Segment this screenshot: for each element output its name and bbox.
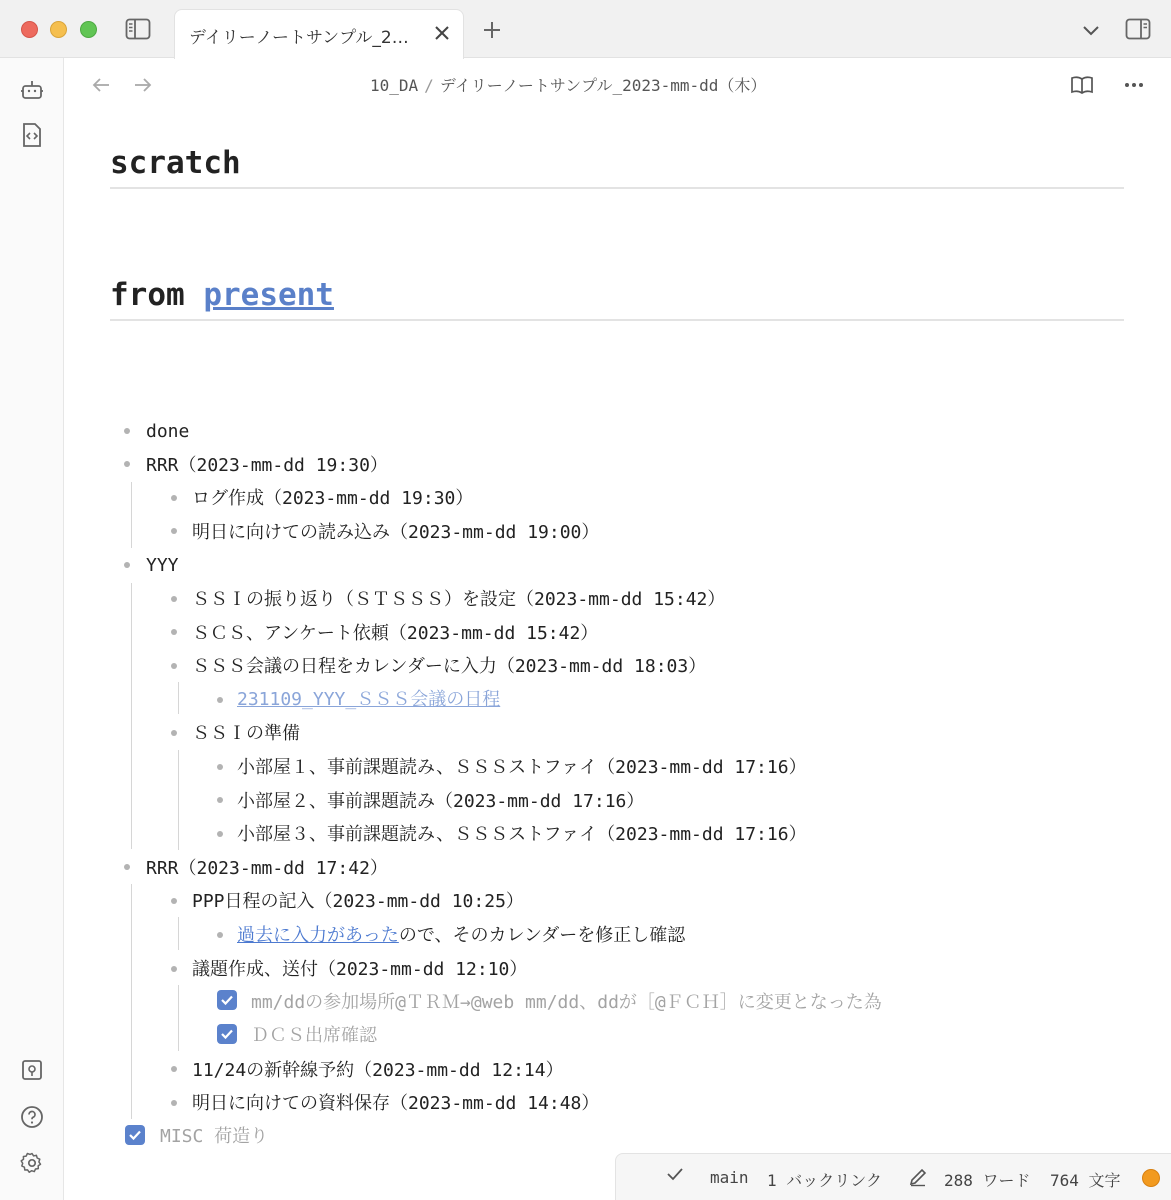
list-bullet <box>217 697 223 703</box>
list-item[interactable]: RRR（2023-mm-dd 17:42） <box>146 858 388 879</box>
zoom-window-button[interactable] <box>80 21 97 38</box>
indent-guide <box>131 482 132 548</box>
breadcrumb-folder[interactable]: 10_DA <box>370 76 419 95</box>
tab-daily-note[interactable] <box>174 9 464 59</box>
status-indicator-dot[interactable] <box>1142 1169 1160 1187</box>
list-bullet <box>124 864 130 870</box>
list-item[interactable]: done <box>146 420 190 442</box>
file-code-icon[interactable] <box>18 121 46 149</box>
list-bullet <box>217 764 223 770</box>
reading-view-book-icon[interactable] <box>1068 72 1096 98</box>
close-tab-icon[interactable] <box>431 22 453 44</box>
close-window-button[interactable] <box>21 21 38 38</box>
chevron-down-icon[interactable] <box>1080 20 1102 40</box>
list-item[interactable]: 小部屋１、事前課題読み、ＳＳＳストファイ（2023-mm-dd 17:16） <box>237 757 807 778</box>
list-bullet <box>217 932 223 938</box>
list-item[interactable]: 小部屋２、事前課題読み（2023-mm-dd 17:16） <box>237 791 645 812</box>
list-bullet <box>171 629 177 635</box>
heading-divider <box>110 319 1124 321</box>
list-item[interactable]: ログ作成（2023-mm-dd 19:30） <box>192 488 474 509</box>
breadcrumb-separator: / <box>424 76 434 95</box>
list-item[interactable]: 過去に入力があった ので、そのカレンダーを修正し確認 <box>237 919 685 949</box>
indent-guide <box>131 583 132 849</box>
forward-arrow-icon[interactable] <box>130 72 156 98</box>
vault-switcher-icon[interactable] <box>18 1056 46 1084</box>
breadcrumb-file[interactable]: デイリーノートサンプル_2023-mm-dd（木） <box>439 76 767 95</box>
list-bullet <box>171 495 177 501</box>
indent-guide <box>178 682 179 714</box>
task-checkbox[interactable] <box>125 1125 145 1145</box>
list-item[interactable]: 小部屋３、事前課題読み、ＳＳＳストファイ（2023-mm-dd 17:16） <box>237 824 807 845</box>
indent-guide <box>131 884 132 1119</box>
task-item[interactable]: mm/ddの参加場所@ＴＲＭ→@web mm/dd、ddが［@ＦＣＨ］に変更となった為 <box>251 992 882 1013</box>
heading-from-present <box>110 277 334 313</box>
list-item[interactable]: ＳＳＳ会議の日程をカレンダーに入力（2023-mm-dd 18:03） <box>192 656 707 677</box>
task-checkbox[interactable] <box>217 1024 237 1044</box>
list-bullet <box>124 428 130 434</box>
list-bullet <box>217 797 223 803</box>
indent-guide <box>178 985 179 1051</box>
help-icon[interactable] <box>18 1103 46 1131</box>
list-bullet <box>171 1066 177 1072</box>
list-item[interactable]: 明日に向けての資料保存（2023-mm-dd 14:48） <box>192 1093 600 1114</box>
list-item[interactable]: 議題作成、送付（2023-mm-dd 12:10） <box>192 959 528 980</box>
char-count: 764 文字 <box>1050 1171 1121 1190</box>
pencil-icon[interactable] <box>908 1167 928 1191</box>
internal-link[interactable]: 過去に入力があった <box>237 925 399 946</box>
bot-icon[interactable] <box>18 76 46 104</box>
toggle-left-sidebar-icon[interactable] <box>124 17 152 41</box>
backlink-count[interactable]: 1 バックリンク <box>767 1171 882 1190</box>
list-item[interactable]: 明日に向けての読み込み（2023-mm-dd 19:00） <box>192 522 600 543</box>
status-bar <box>615 1153 1171 1200</box>
tab-title: デイリーノートサンプル_2… <box>189 28 409 48</box>
indent-guide <box>178 917 179 950</box>
heading-divider <box>110 187 1124 189</box>
list-bullet <box>217 831 223 837</box>
present-link[interactable]: present <box>203 277 334 313</box>
sync-check-icon[interactable] <box>666 1166 684 1185</box>
left-ribbon <box>0 58 64 1200</box>
list-item[interactable]: ＳＳＩの振り返り（ＳＴＳＳＳ）を設定（2023-mm-dd 15:42） <box>192 589 726 610</box>
back-arrow-icon[interactable] <box>88 72 114 98</box>
list-bullet <box>171 663 177 669</box>
list-item[interactable]: RRR（2023-mm-dd 19:30） <box>146 455 388 476</box>
minimize-window-button[interactable] <box>50 21 67 38</box>
new-tab-icon[interactable] <box>480 18 504 42</box>
breadcrumb <box>370 73 766 96</box>
list-item[interactable]: PPP日程の記入（2023-mm-dd 10:25） <box>192 891 524 912</box>
list-item[interactable]: ＳＳＩの準備 <box>192 723 300 744</box>
list-bullet <box>171 1100 177 1106</box>
list-item[interactable]: ＳＣＳ、アンケート依頼（2023-mm-dd 15:42） <box>192 623 599 644</box>
more-options-icon[interactable] <box>1120 72 1148 98</box>
list-bullet <box>171 528 177 534</box>
task-checkbox[interactable] <box>217 990 237 1010</box>
list-item[interactable]: YYY <box>146 554 179 576</box>
list-bullet <box>171 730 177 736</box>
list-bullet <box>171 596 177 602</box>
toggle-right-sidebar-icon[interactable] <box>1124 17 1152 41</box>
task-item[interactable]: ＤＣＳ出席確認 <box>251 1025 377 1046</box>
indent-guide <box>178 750 179 850</box>
title-bar <box>0 0 1171 58</box>
heading-scratch: scratch <box>110 145 241 181</box>
list-bullet <box>124 562 130 568</box>
settings-gear-icon[interactable] <box>18 1149 46 1177</box>
git-branch[interactable]: main <box>710 1168 749 1187</box>
task-item[interactable]: MISC 荷造り <box>160 1126 269 1147</box>
list-bullet <box>124 461 130 467</box>
list-item[interactable]: 11/24の新幹線予約（2023-mm-dd 12:14） <box>192 1060 564 1081</box>
word-count: 288 ワード <box>944 1171 1031 1190</box>
list-item[interactable] <box>237 683 500 713</box>
internal-link[interactable]: 231109_YYY_ＳＳＳ会議の日程 <box>237 689 501 710</box>
list-bullet <box>171 966 177 972</box>
list-bullet <box>171 898 177 904</box>
heading-prefix: from <box>110 277 185 313</box>
